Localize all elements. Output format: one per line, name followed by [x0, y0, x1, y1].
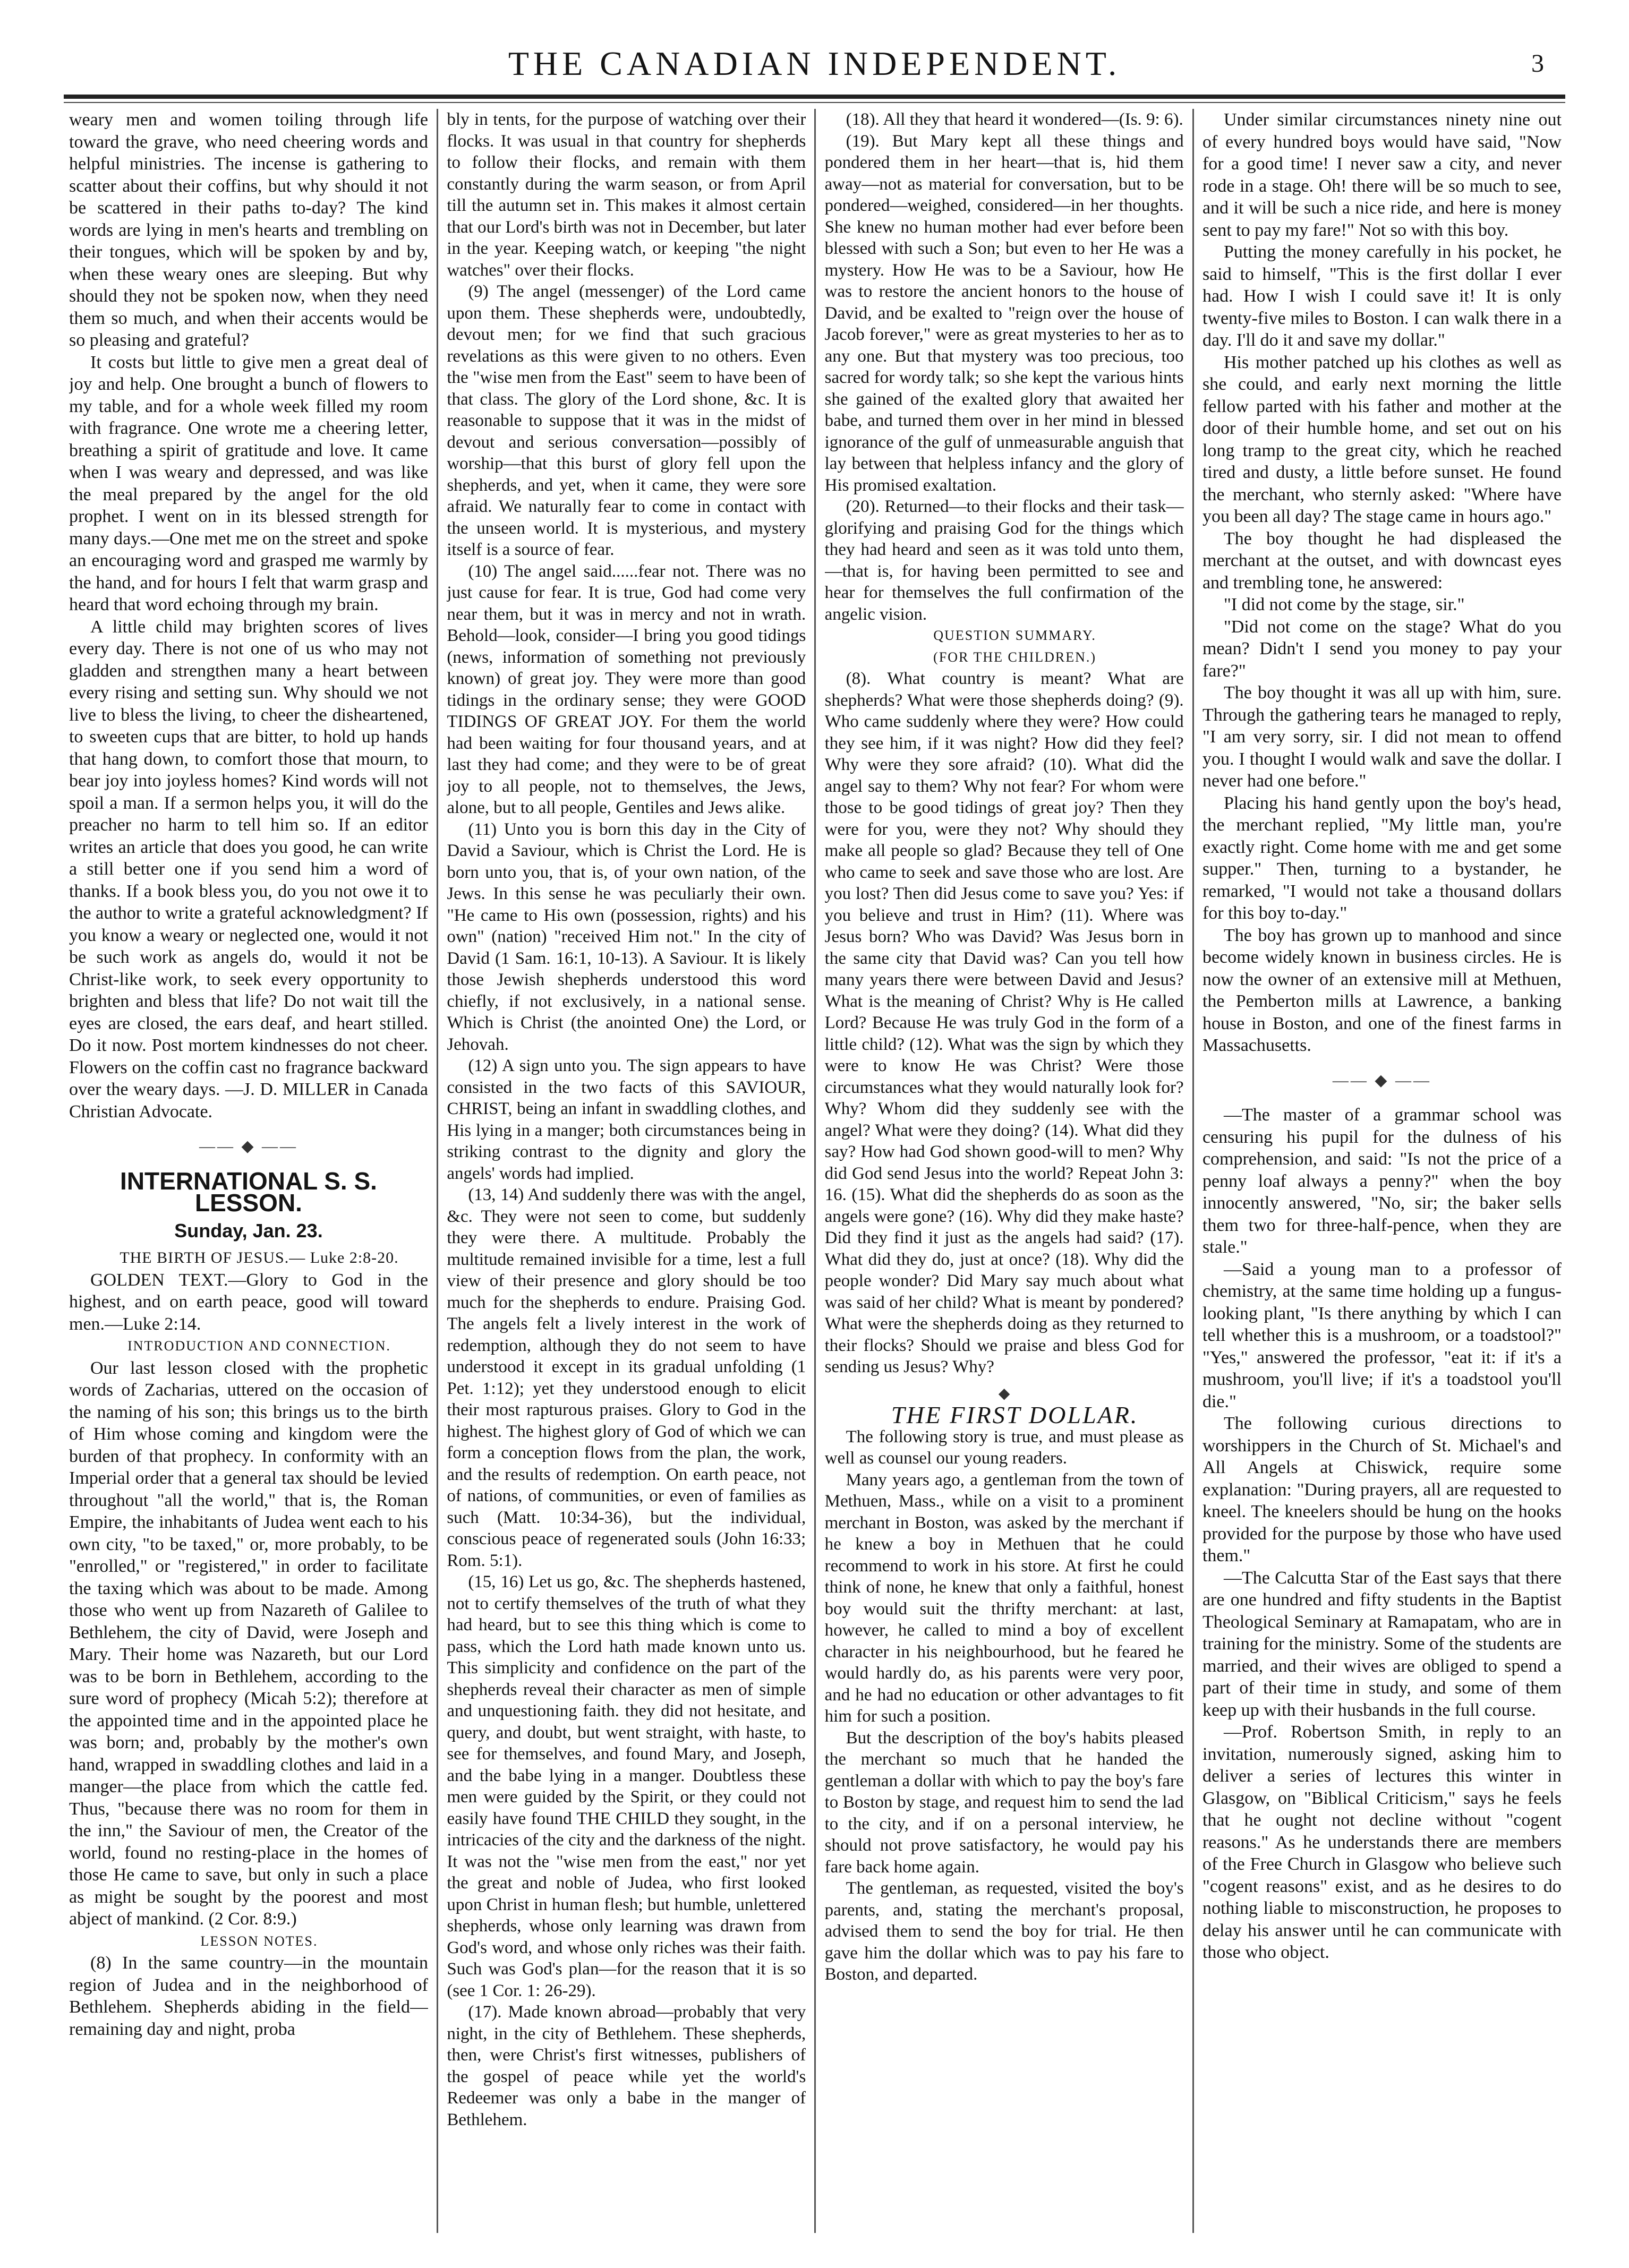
- notes-heading: LESSON NOTES.: [200, 1933, 318, 1949]
- paragraph: Many years ago, a gentleman from the town of Methuen, Mass., while on a visit to a prominent merchant in Boston, was asked by the merchant if he knew a boy in Methuen that he could recommend to work in his store. At first he could think of none, he knew that only a faithful, honest boy would suit the thrifty merchant: at last, however, he called to mind a boy of excellent character in his neighbourhood, but he feared he would hardly do, as his parents were very poor, and he had no education or other advantages to fit him for such a position.: [824, 1470, 1184, 1726]
- lesson-note: (12) A sign unto you. The sign appears to have consisted in the two facts of this SAVIOUR, CHRIST, being an infant in swaddling clothes, and His lying in a manger; both circumstances being in striking contrast to the dignity and glory the angels' words had implied.: [447, 1056, 806, 1183]
- news-item: —The Calcutta Star of the East says that there are one hundred and fifty students in the Baptist Theological Seminary at Ramapatam, who are in training for the ministry. Some of the students are married, and their wives are obliged to spend a part of their time in study, and some of them keep up with their husbands in the full course.: [1202, 1568, 1562, 1720]
- question-summary-subheading: (FOR THE CHILDREN.): [933, 649, 1097, 665]
- paragraph: Our last lesson closed with the prophetic words of Zacharias, uttered on the occasion of the naming of his son; this brings us to the birth of Him whose coming and kingdom were the burden of that prophecy. In conformity with an Imperial order that a general tax should be levied throughout "all the world," that is, the Roman Empire, the inhabitants of Judea went each to his own city, "to be taxed," or, more probably, to be "enrolled," or "registered," in order to facilitate the taxing which was about to be made. Among those who went up from Nazareth of Galilee to Bethlehem, the city of David, were Joseph and Mary. Their home was Nazareth, but our Lord was to be born in Bethlehem, according to the sure word of prophecy (Micah 5:2); therefore at the appointed time and in the appointed place he was born; and, probably by the mother's own hand, wrapped in swaddling clothes and laid in a manger—the place from which the cattle fed. Thus, "because there was no room for them in the inn," the Saviour of men, the Creator of the world, found no resting-place in the homes of those He came to save, but only in such a place as might be sought by the poorest and most abject of mankind. (2 Cor. 8:9.): [69, 1358, 428, 1929]
- paragraph: The boy has grown up to manhood and since become widely known in business circles. He is now the owner of an extensive mill at Methuen, the Pemberton mills at Lawrence, a banking house in Boston, and one of the finest farms in Massachusetts.: [1202, 925, 1562, 1055]
- intro-heading: INTRODUCTION AND CONNECTION.: [127, 1338, 391, 1354]
- masthead: [64, 37, 1565, 90]
- column-separator: [437, 109, 438, 2233]
- text-columns: [69, 109, 1562, 2233]
- paragraph: "I did not come by the stage, sir.": [1223, 595, 1465, 614]
- lesson-note: (8) In the same country—in the mountain region of Judea and in the neighborhood of Bethlehem. Shepherds abiding in the field—remaining day and night, proba: [69, 1953, 428, 2039]
- question-summary: (8). What country is meant? What are shepherds? What were those shepherds doing? (9). Who came suddenly where they were? How could they see him, if it was night? How did they feel? Why were they sore afraid? (10). What did the angel say to them? Why not fear? For whom were those to be good tidings of great joy? Then they were for you, were they not? Why should they make all people so glad? Because they tell of One who came to seek and save those who are lost. Are you lost? Then did Jesus come to save you? Yes: if you believe and trust in Him? (11). Where was Jesus born? Who was David? Was Jesus born in the same city that David was? Can you tell how many years there were between David and Jesus? What is the meaning of Christ? Why is He called Lord? Because He was truly God in the form of a little child? (12). What was the sign by which they were to know He was Christ? Were those circumstances what they would naturally look for? Why? Whom did they suddenly see with the angel? What were they doing? (14). What did they say? How had God shown good-will to men? Why did God send Jesus into the world? Repeat John 3: 16. (15). What did the shepherds do as soon as the angels were gone? (16). Why did they make haste? Did they find it just as the angels had said? (17). What did they do, just at once? (18). Why did the people wonder? Did Mary say much about what was said of her child? What is meant by pondered? What were the shepherds doing as they returned to their flocks? Should we praise and bless God for sending us Jesus? Why?: [824, 669, 1184, 1376]
- lesson-note: (9) The angel (messenger) of the Lord came upon them. These shepherds were, undoubtedly, devout men; for we find that such gracious revelations as this were given to no others. Even the "wise men from the East" seem to have been of that class. The glory of the Lord shone, &c. It is reasonable to suppose that it was in the midst of devout and serious conversation—possibly of worship—that this burst of glory fell upon the shepherds, and yet, when it came, they were sore afraid. We naturally fear to come in contact with the unseen world. It is mysterious, and mystery itself is a source of fear.: [447, 282, 806, 559]
- paragraph: Placing his hand gently upon the boy's head, the merchant replied, "My little man, you're exactly right. Come home with me and get some supper." Then, turning to a bystander, he remarked, "I would not take a thousand dollars for this boy to-day.": [1202, 793, 1562, 923]
- golden-text: GOLDEN TEXT.—Glory to God in the highest, and on earth peace, good will toward men.—Luke 2:14.: [69, 1270, 428, 1334]
- masthead-title: THE CANADIAN INDEPENDENT.: [508, 45, 1121, 82]
- story-title: THE FIRST DOLLAR.: [891, 1401, 1139, 1428]
- paragraph: The following story is true, and must please as well as counsel our young readers.: [824, 1427, 1184, 1468]
- paragraph: The boy thought it was all up with him, sure. Through the gathering tears he managed to reply, "I am very sorry, sir. I did not mean to offend you. I thought I would walk and save the dollar. I never had one before.": [1202, 683, 1562, 791]
- news-item: The following curious directions to worshippers in the Church of St. Michael's and All Angels at Chiswick, require some explanation: "During prayers, all are requested to kneel. The kneelers should be hung on the hooks provided for the purpose by those who have used them.": [1202, 1414, 1562, 1565]
- paragraph: "Did not come on the stage? What do you mean? Didn't I send you money to pay your fare?": [1202, 617, 1562, 681]
- paragraph: His mother patched up his clothes as well as she could, and early next morning the little fellow parted with his father and mother at the door of their humble home, and set out on his long tramp to the great city, which he reached tired and dusty, a little before sunset. He found the merchant, who sternly asked: "Where have you been all day? The stage came in hours ago.": [1202, 352, 1562, 526]
- paragraph: Under similar circumstances ninety nine out of every hundred boys would have said, "Now for a good time! I never saw a city, and never rode in a stage. Oh! there will be so much to see, and it will be such a nice ride, and here is money sent to pay my fare!" Not so with this boy.: [1202, 110, 1562, 240]
- lesson-note: (10) The angel said......fear not. There was no just cause for fear. It is true, God had come very near them, but it was in mercy and not in wrath. Behold—look, consider—I bring you good tidings (news, information of something not previously known) of great joy. They were more than good tidings in the ordinary sense; they were GOOD TIDINGS OF GREAT JOY. For them the world had been waiting for four thousand years, and at last they had come; and they were to be of great joy to all people, not to themselves, the Jews, alone, but to all people, Gentiles and Jews alike.: [447, 561, 806, 817]
- lesson-note: (17). Made known abroad—probably that very night, in the city of Bethlehem. These shepherds, then, were Christ's first witnesses, publishers of the gospel of peace while yet the world's Redeemer was only a babe in the manger of Bethlehem.: [447, 2002, 806, 2129]
- paragraph: A little child may brighten scores of lives every day. There is not one of us who may not gladden and strengthen many a heart between every rising and setting sun. Why should we not live to bless the living, to cheer the disheartened, to sweeten cups that are bitter, to hold up hands that hang down, to comfort those that mourn, to bear joy into joyless homes? Kind words will not spoil a man. If a sermon helps you, it will do the preacher no harm to tell him so. If an editor writes an article that does you good, he can write a still better one if you send him a word of thanks. If a book bless you, do you not owe it to the author to write a grateful acknowledgment? If you know a weary or neglected one, would it not be such work as angels do, would it not be Christ-like work, to seek every opportunity to brighten and bless that life? Do not wait till the eyes are closed, the ears deaf, and heart stilled. Do it now. Post mortem kindnesses do not cheer. Flowers on the coffin cast no fragrance backward over the weary days. —J. D. MILLER in Canada Christian Advocate.: [69, 617, 428, 1122]
- news-item: —The master of a grammar school was censuring his pupil for the dulness of his comprehension, and said: "Is not the price of a penny loaf always a penny?" when the boy innocently answered, "No, sir; the baker sells them two for three-half-pence, when they are stale.": [1202, 1105, 1562, 1257]
- column-4: [1202, 109, 1562, 2233]
- section-divider: ◆: [998, 1385, 1010, 1402]
- lesson-date: Sunday, Jan. 23.: [174, 1219, 323, 1242]
- section-divider: —— ◆ ——: [1332, 1071, 1431, 1089]
- paragraph: weary men and women toiling through life toward the grave, who need cheering words and helpful ministries. The incense is gathering to scatter about their coffins, but why should it not be scattered in their paths to-day? The kind words are lying in men's hearts and trembling on their tongues, which will be spoken by and by, when these weary ones are sleeping. But why should they not be spoken now, when they need them so much, and when their accents would be so pleasing and grateful?: [69, 110, 428, 350]
- paragraph: It costs but little to give men a great deal of joy and help. One brought a bunch of flowers to my table, and for a whole week filled my room with fragrance. One wrote me a cheering letter, breathing a spirit of gratitude and love. It came when I was weary and depressed, and was like the meal prepared by the angel for the old prophet. I went on in its blessed strength for many days.—One met me on the street and spoke an encouraging word and grasped me warmly by the hand, and for hours I felt that warm grasp and heard that word echoing through my brain.: [69, 352, 428, 614]
- column-separator: [814, 109, 816, 2233]
- column-2: [447, 109, 806, 2233]
- lesson-subject: THE BIRTH OF JESUS.— Luke 2:8-20.: [120, 1249, 399, 1266]
- masthead-rule-thick: [64, 95, 1565, 99]
- news-item: —Prof. Robertson Smith, in reply to an invitation, numerously signed, asking him to deliver a series of lectures this winter in Glasgow, on "Biblical Criticism," says he feels that he ought not decline without "cogent reasons." As he understands there are members of the Free Church in Glasgow who believe such "cogent reasons" exist, and as he desires to do nothing liable to misconstruction, he proposes to delay his answer until he can communicate with those who object.: [1202, 1722, 1562, 1962]
- column-separator: [1192, 109, 1194, 2233]
- section-divider: —— ◆ ——: [199, 1137, 298, 1155]
- column-3: [825, 109, 1184, 2233]
- paragraph: bly in tents, for the purpose of watching over their flocks. It was usual in that country for shepherds to follow their flocks, and remain with them constantly during the warm season, or from April till the autumn set in. This makes it almost certain that our Lord's birth was not in December, but later in the year. Keeping watch, or keeping "the night watches" over their flocks.: [447, 110, 806, 280]
- lesson-note: (20). Returned—to their flocks and their task—glorifying and praising God for the things which they had heard and seen as it was told unto them,—that is, for having been permitted to see and hear for themselves the full confirmation of the angelic vision.: [824, 497, 1184, 624]
- paragraph: Putting the money carefully in his pocket, he said to himself, "This is the first dollar I ever had. How I wish I could save it! It is only twenty-five miles to Boston. I can walk there in a day. I'll do it and save my dollar.": [1202, 242, 1562, 350]
- news-item: —Said a young man to a professor of chemistry, at the same time holding up a fungus-looking plant, "Is there anything by which I can tell whether this is a mushroom, or a toadstool?" "Yes," answered the professor, "eat it: if it's a mushroom, you'll live; if it's a toadstool you'll die.": [1202, 1259, 1562, 1411]
- lesson-note: (19). But Mary kept all these things and pondered them in her heart—that is, hid them away—not as material for conversation, but to be pondered—weighed, considered—in her thoughts. She knew no human mother had ever before been blessed with such a Son; but even to her He was a mystery. How He was to be a Saviour, how He was to restore the ancient honors to the house of David, and be exalted to "reign over the house of Jacob forever," were as great mysteries to her as to any one. But that mystery was too precious, too sacred for wordy talk; so she kept the various hints she gained of the exalted glory that awaited her babe, and turned them over in her mind in blessed ignorance of the gulf of unmeasurable anguish that lay between that helpless infancy and the glory of His promised exaltation.: [824, 131, 1184, 495]
- paragraph: The boy thought he had displeased the merchant at the outset, and with downcast eyes and trembling tone, he answered:: [1202, 528, 1562, 593]
- lesson-note: (11) Unto you is born this day in the City of David a Saviour, which is Christ the Lord. He is born unto you, that is, of your own nation, of the Jews. In this sense he was peculiarly their own. "He came to His own (possession, rights) and his own" (nation) "received Him not." In the city of David (1 Sam. 16:1, 10-13). A Saviour. It is likely those Jewish shepherds understood this word chiefly, if not exclusively, in a national sense. Which is Christ (the anointed One) the Lord, or Jehovah.: [447, 819, 806, 1054]
- page-number: 3: [1531, 49, 1544, 78]
- lesson-title: INTERNATIONAL S. S. LESSON.: [120, 1167, 377, 1217]
- question-summary-heading: QUESTION SUMMARY.: [933, 628, 1096, 643]
- paragraph: The gentleman, as requested, visited the boy's parents, and, stating the merchant's proposal, advised them to send the boy for trial. He then gave him the dollar which was to pay his fare to Boston, and departed.: [824, 1879, 1184, 1984]
- lesson-note: (15, 16) Let us go, &c. The shepherds hastened, not to certify themselves of the truth of what they had heard, but to see this thing which is come to pass, which the Lord hath made known unto us. This simplicity and confidence on the part of the shepherds reveal their character as men of simple and unquestioning faith. they did not hesitate, and query, and doubt, but went straight, with haste, to see for themselves, and found Mary, and Joseph, and the babe lying in a manger. Doubtless these men were guided by the Spirit, or they could not easily have found THE CHILD they sought, in the intricacies of the city and the darkness of the night. It was not the "wise men from the east," nor yet the great and noble of Judea, who first looked upon Christ in human flesh; but humble, unlettered shepherds, whose only learning was drawn from God's word, and whose only riches was their faith. Such was God's plan—for the reason that it is so (see 1 Cor. 1: 26-29).: [447, 1572, 806, 2000]
- masthead-rule-thin: [64, 102, 1565, 103]
- lesson-note: (18). All they that heard it wondered—(Is. 9: 6).: [846, 110, 1183, 129]
- column-1: [69, 109, 428, 2233]
- lesson-note: (13, 14) And suddenly there was with the angel, &c. They were not seen to come, but suddenly they were there. A multitude. Probably the multitude remained invisible for a time, lest a full view of their presence and glory should be too much for the shepherds to endure. Praising God. The angels felt a lively interest in the work of redemption, although they do not seem to have understood it except in its gradual unfolding (1 Pet. 1:12); yet they understood enough to elicit their most rapturous praises. Glory to God in the highest. The highest glory of God of which we can form a conception flows from the plan, the work, and the results of redemption. On earth peace, not of nations, of communities, or even of families as such (Matt. 10:34-36), but the individual, conscious peace of regenerated souls (John 16:33; Rom. 5:1).: [447, 1185, 806, 1570]
- paragraph: But the description of the boy's habits pleased the merchant so much that he handed the gentleman a dollar with which to pay the boy's fare to Boston by stage, and request him to send the lad to the city, and if on a personal interview, he should not prove satisfactory, he would pay his fare back home again.: [824, 1728, 1184, 1877]
